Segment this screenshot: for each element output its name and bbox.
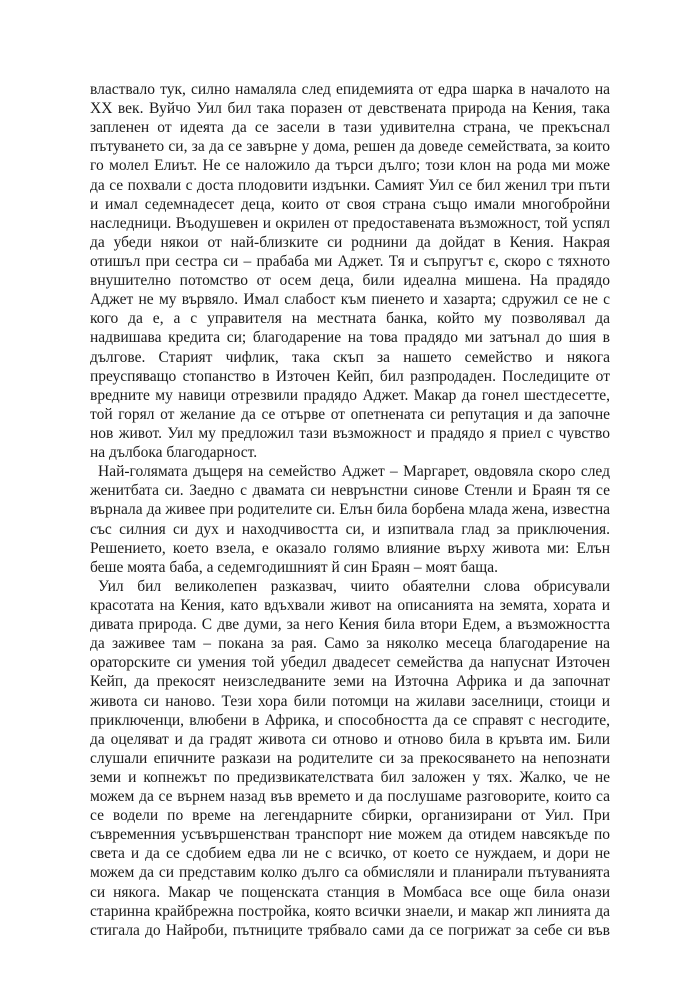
text-line: да оцеляват и да градят живота си отново и отново била в кръвта им. Били — [90, 730, 610, 748]
text-line: върнала да живее при родителите си. Елън била борбена млада жена, известна — [90, 501, 610, 519]
text-line: XX век. Вуйчо Уил бил така поразен от девствената природа на Кения, така — [90, 100, 610, 118]
text-line: запленен от идеята да се засели в тази удивителна страна, че прекъснал — [90, 119, 610, 137]
text-line: слушали епичните разкази на родителите си за прекосяването на непознати — [90, 749, 610, 767]
text-line: дългове. Старият чифлик, така скъп за нашето семейство и някога — [90, 348, 610, 366]
text-line: да се похвали с доста плодовити издънки. Самият Уил се бил женил три пъти — [90, 176, 610, 194]
text-line: Решението, което взела, е оказало голямо влияние върху живота ми: Елън — [90, 539, 610, 557]
text-line: ораторските си умения той убедил двадесет семейства да напуснат Източен — [90, 654, 610, 672]
text-line: Най-голямата дъщеря на семейство Аджет – Маргарет, овдовяла скоро след — [98, 463, 610, 481]
text-line: дивата природа. С две думи, за него Кения била втори Едем, а възможността — [90, 616, 610, 634]
text-line: на дълбока благодарност. — [90, 444, 258, 462]
text-line: отишъл при сестра си – прабаба ми Аджет. Тя и съпругът є, скоро с тяхното — [90, 252, 610, 270]
text-line: Аджет не му вървяло. Имал слабост към пиенето и хазарта; сдружил се не с — [90, 291, 610, 309]
text-line: кого да е, а с управителя на местната банка, който му позволявал да — [90, 310, 610, 328]
text-line: пътуването си, за да се завърне у дома, решен да доведе семействата, за които — [90, 138, 610, 156]
text-line: красотата на Кения, като вдъхвали живот на описанията на земята, хората и — [90, 596, 610, 614]
text-line: да убеди някои от най-близките си роднини да дойдат в Кения. Накрая — [90, 233, 610, 251]
text-line: можем да се върнем назад във времето и да послушаме разговорите, които са — [90, 788, 610, 806]
text-line: преуспяващо стопанство в Източен Кейп, бил разпродаден. Последиците от — [90, 367, 610, 385]
text-line: го молел Елиът. Не се наложило да търси дълго; този клон на рода ми може — [90, 157, 610, 175]
text-line: внушително потомство от осем деца, били идеална мишена. На прадядо — [90, 272, 610, 290]
text-line: наследници. Въодушевен и окрилен от предоставената възможност, той успял — [90, 214, 610, 232]
text-line: света и да се сдобием едва ли не с всичко, от което се нуждаем, и дори не — [90, 845, 610, 863]
text-line: властвало тук, силно намаляла след епидемията от едра шарка в началото на — [90, 81, 610, 98]
text-line: той горял от желание да се отърве от опетнената си репутация и да започне — [90, 405, 610, 423]
text-line: се водели по време на легендарните сбирки, организирани от Уил. При — [90, 807, 610, 825]
text-line: Кейп, да прекосят неизследваните земи на Източна Африка и да започнат — [90, 673, 610, 691]
text-line: приключенци, влюбени в Африка, и способността да се справят с несгодите, — [90, 711, 610, 729]
text-line: със силния си дух и находчивостта си, и изпитвала глад за приключения. — [90, 520, 610, 538]
text-line: можем да си представим колко дълго са обмисляли и планирали пътуванията — [90, 864, 610, 882]
text-line: стигала до Найроби, пътниците трябвало сами да се погрижат за себе си във — [90, 921, 610, 939]
text-line: Уил бил великолепен разказвач, чиито обаятелни слова обрисували — [98, 577, 610, 595]
text-line: старинна крайбрежна постройка, която всички знаели, и макар жп линията да — [90, 902, 610, 920]
text-line: женитбата си. Заедно с двамата си неврънстни синове Стенли и Браян тя се — [90, 482, 610, 500]
text-line: и имал седемнадесет деца, които от своя страна също имали многобройни — [90, 195, 610, 213]
text-line: да заживее там – покана за рая. Само за няколко месеца благодарение на — [90, 635, 610, 653]
text-line: си някога. Макар че пощенската станция в Момбаса все още била онази — [90, 883, 610, 901]
document-page — [90, 80, 610, 940]
text-line: вредните му навици отрезвили прадядо Аджет. Макар да гонел шестдесетте, — [90, 386, 610, 404]
text-line: съвременния усъвършенстван транспорт ние можем да отидем навсякъде по — [90, 826, 610, 844]
text-line: земи и копнежът по предизвикателствата бил заложен у тях. Жалко, че не — [90, 768, 610, 786]
text-line: живота си наново. Тези хора били потомци на жилави заселници, стоици и — [90, 692, 610, 710]
text-line: нов живот. Уил му предложил тази възможност и прадядо я приел с чувство — [90, 424, 610, 442]
text-line: надвишава кредита си; благодарение на това прадядо ми затънал до шия в — [90, 329, 610, 347]
text-line: беше моята баба, а седемгодишният й син Браян – моят баща. — [90, 558, 498, 576]
